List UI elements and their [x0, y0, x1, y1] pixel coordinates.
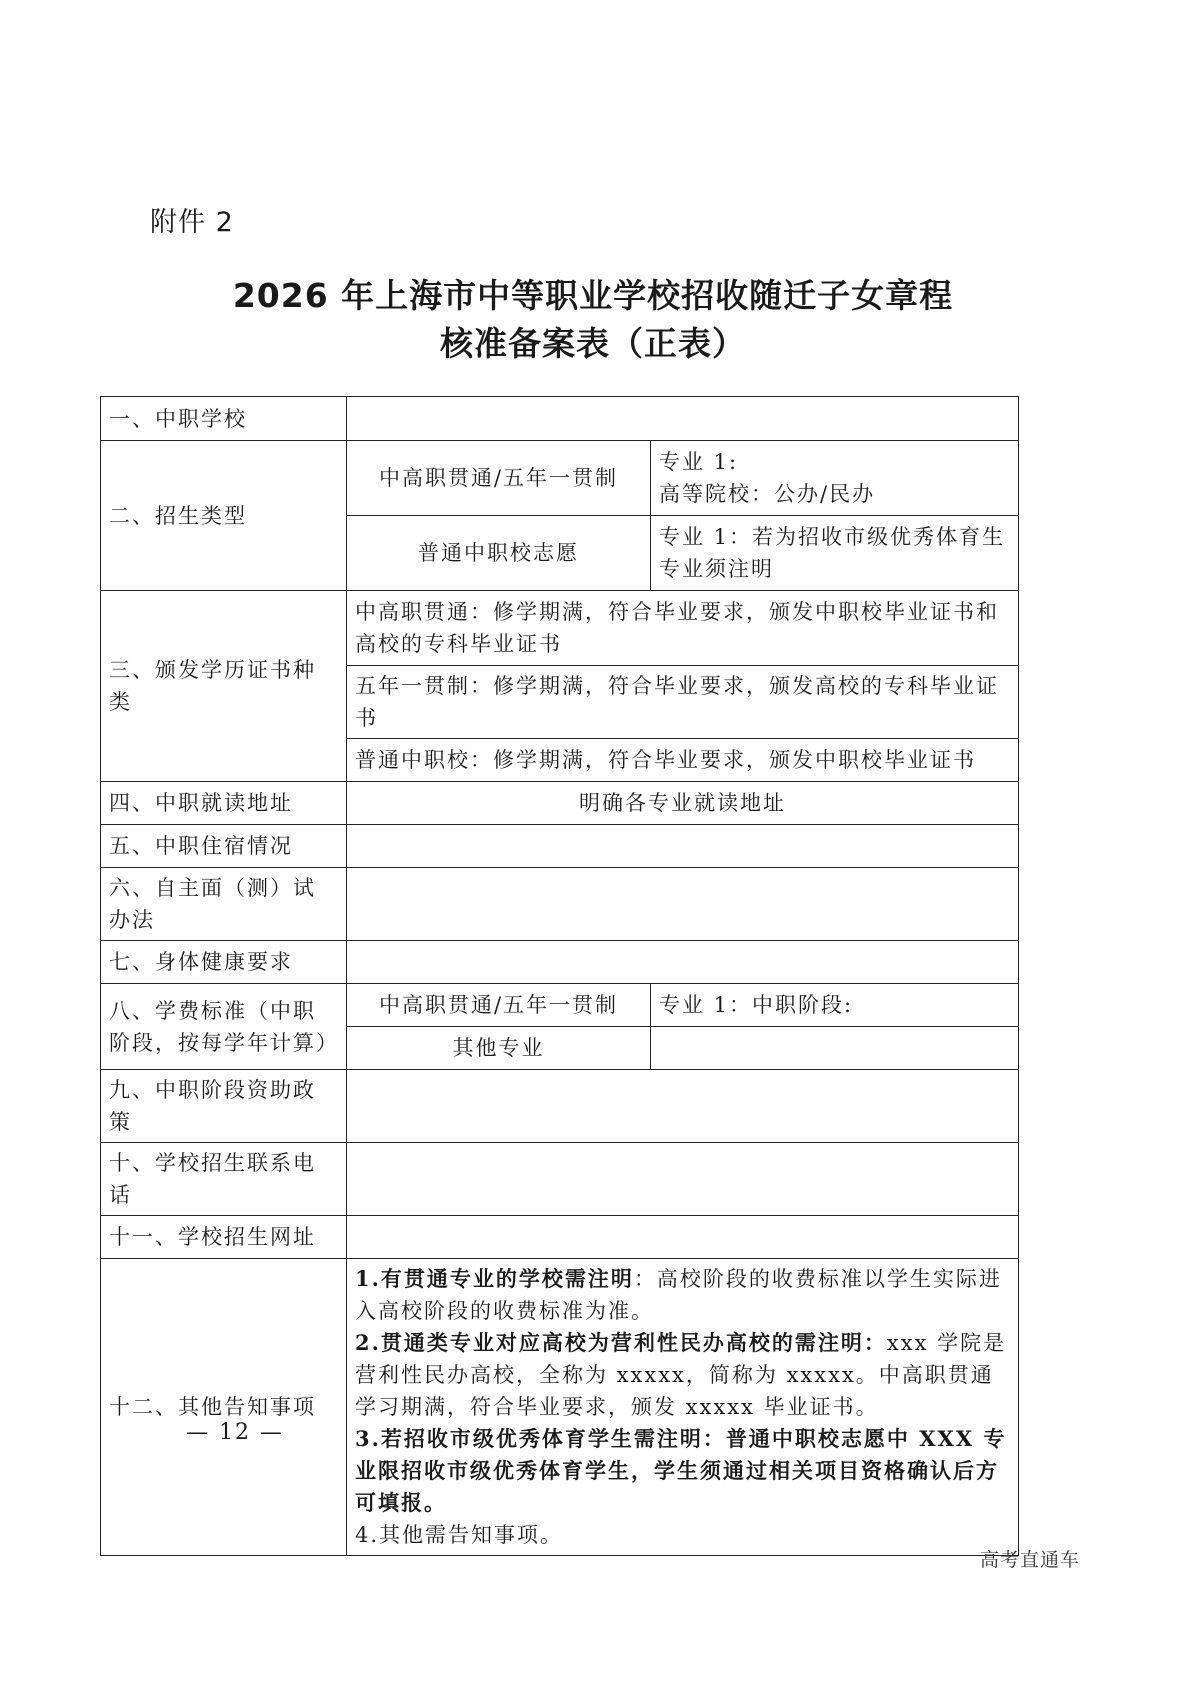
row-address: [101, 782, 1019, 825]
attachment-label: 附件 2: [150, 207, 234, 238]
note-1-bold: 1.有贯通专业的学校需注明: [355, 1266, 634, 1291]
row-website: [101, 1216, 1019, 1259]
integrated-college: 高等院校：公办/民办: [659, 482, 876, 506]
row-enroll-type-a: [101, 441, 1019, 516]
page-number: — 12 —: [186, 1420, 284, 1445]
row-accommodation: [101, 825, 1019, 868]
document-title-line-2: 核准备案表（正表）: [440, 324, 746, 363]
note-2: [355, 1327, 1010, 1423]
watermark: 高考直通车: [979, 1549, 1080, 1571]
value-address[interactable]: 明确各专业就读地址: [347, 782, 1019, 825]
value-tuition-integrated[interactable]: 专业 1：中职阶段:: [651, 984, 1019, 1027]
value-enroll-type-integrated[interactable]: [651, 441, 1019, 516]
label-enroll-type: 二、招生类型: [101, 441, 347, 591]
enroll-type-integrated: 中高职贯通/五年一贯制: [347, 441, 651, 516]
note-3-bold: 3.若招收市级优秀体育学生需注明：普通中职校志愿中 XXX 专业限招收市级优秀体育学生，学生须通过相关项目资格确认后方可填报。: [355, 1426, 1007, 1515]
note-2-bold: 2.贯通类专业对应高校为营利性民办高校的需注明：: [355, 1330, 887, 1355]
note-1-text: ：高校阶段的收费标准以学生实际进入高校阶段的收费标准为准。: [355, 1267, 1002, 1323]
value-accommodation[interactable]: [347, 825, 1019, 868]
label-notes: 十二、其他告知事项: [101, 1259, 347, 1556]
certificate-five-year: 五年一贯制：修学期满，符合毕业要求，颁发高校的专科毕业证书: [347, 666, 1019, 739]
label-address: 四、中职就读地址: [101, 782, 347, 825]
value-tuition-other[interactable]: [651, 1027, 1019, 1070]
row-interview: [101, 868, 1019, 941]
note-2-text: xxx 学院是营利性民办高校，全称为 xxxxx，简称为 xxxxx。中高职贯通学习期满，符合毕业要求，颁发 xxxxx 毕业证书。: [355, 1331, 1007, 1419]
label-tuition: 八、学费标准（中职阶段，按每学年计算）: [101, 984, 347, 1070]
value-interview[interactable]: [347, 868, 1019, 941]
value-website[interactable]: [347, 1216, 1019, 1259]
row-school: [101, 397, 1019, 441]
row-health: [101, 941, 1019, 984]
value-phone[interactable]: [347, 1143, 1019, 1216]
label-phone: 十、学校招生联系电话: [101, 1143, 347, 1216]
integrated-major: 专业 1:: [659, 450, 739, 474]
value-school[interactable]: [347, 397, 1019, 441]
enroll-type-regular: 普通中职校志愿: [347, 516, 651, 591]
value-enroll-type-regular[interactable]: 专业 1：若为招收市级优秀体育生专业须注明: [651, 516, 1019, 591]
certificate-integrated: 中高职贯通：修学期满，符合毕业要求，颁发中职校毕业证书和高校的专科毕业证书: [347, 591, 1019, 666]
document-title-line-1: 2026 年上海市中等职业学校招收随迁子女章程: [232, 276, 954, 315]
value-aid[interactable]: [347, 1070, 1019, 1143]
row-phone: [101, 1143, 1019, 1216]
note-3: [355, 1423, 1010, 1519]
row-aid: [101, 1070, 1019, 1143]
note-1: [355, 1263, 1010, 1327]
label-school: 一、中职学校: [101, 397, 347, 441]
tuition-integrated: 中高职贯通/五年一贯制: [347, 984, 651, 1027]
row-notes: [101, 1259, 1019, 1556]
filing-form-table: [100, 396, 1019, 1556]
row-tuition-a: [101, 984, 1019, 1027]
label-website: 十一、学校招生网址: [101, 1216, 347, 1259]
tuition-other: 其他专业: [347, 1027, 651, 1070]
label-certificate: 三、颁发学历证书种类: [101, 591, 347, 782]
note-4: 4.其他需告知事项。: [355, 1523, 564, 1547]
row-certificate-a: [101, 591, 1019, 666]
label-interview: 六、自主面（测）试办法: [101, 868, 347, 941]
label-aid: 九、中职阶段资助政策: [101, 1070, 347, 1143]
value-health[interactable]: [347, 941, 1019, 984]
label-health: 七、身体健康要求: [101, 941, 347, 984]
value-notes[interactable]: [347, 1259, 1019, 1556]
certificate-regular: 普通中职校：修学期满，符合毕业要求，颁发中职校毕业证书: [347, 739, 1019, 782]
label-accommodation: 五、中职住宿情况: [101, 825, 347, 868]
